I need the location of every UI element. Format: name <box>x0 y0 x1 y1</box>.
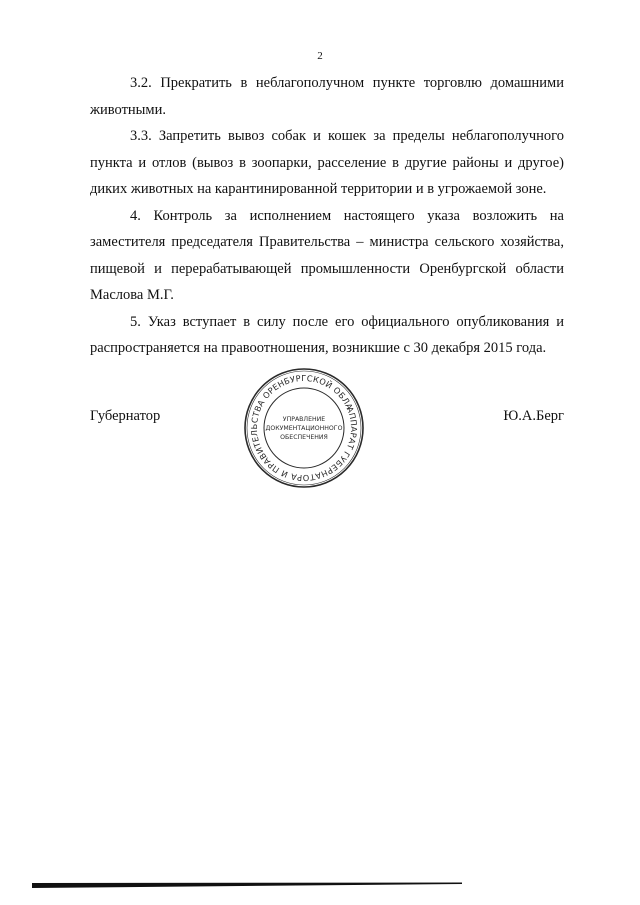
seal-center-line-2: ДОКУМЕНТАЦИОННОГО <box>265 425 343 432</box>
paragraph-3-2: 3.2. Прекратить в неблагополучном пункте торговлю домашними животными. <box>90 75 564 118</box>
document-body <box>90 70 564 362</box>
page-number: 2 <box>317 50 323 62</box>
scan-edge-line <box>32 880 462 890</box>
paragraph-4: 4. Контроль за исполнением настоящего указа возложить на заместителя председателя Правительства – министра сельского хозяйства, пищевой и перерабатывающей промышленности Оренбургской области Маслова М.Г. <box>90 207 564 303</box>
paragraph-5: 5. Указ вступает в силу после его официального опубликования и распространяется на правоотношения, возникшие с 30 декабря 2015 года. <box>90 313 564 356</box>
official-seal-stamp <box>242 366 366 490</box>
paragraph-3-3: 3.3. Запретить вывоз собак и кошек за пределы неблагополучного пункта и отлов (вывоз в зоопарки, расселение в другие районы и другое) диких животных на карантинированной территории и в угрожаемой зоне. <box>90 128 564 197</box>
signatory-name: Ю.А.Берг <box>503 408 564 424</box>
seal-ring-text: АППАРАТ ГУБЕРНАТОРА И ПРАВИТЕЛЬСТВА ОРЕНБУРГСКОЙ ОБЛАСТИ <box>248 372 360 484</box>
signatory-title: Губернатор <box>90 408 161 424</box>
seal-center-line-3: ОБЕСПЕЧЕНИЯ <box>280 434 328 441</box>
seal-center-line-1: УПРАВЛЕНИЕ <box>282 416 326 423</box>
